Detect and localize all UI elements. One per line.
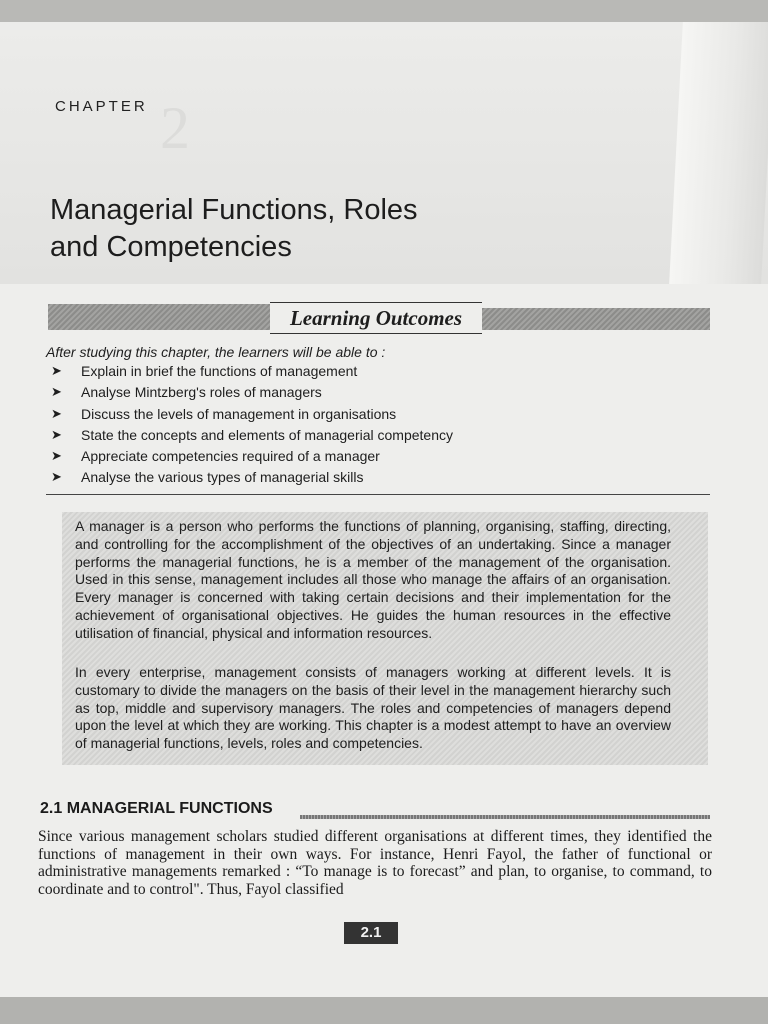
arrow-bullet-icon: ➤ (51, 363, 62, 378)
learning-outcomes-intro: After studying this chapter, the learners will be able to : (46, 344, 386, 360)
section-heading: 2.1 MANAGERIAL FUNCTIONS (40, 800, 273, 817)
chapter-title (50, 192, 610, 266)
page-fold-shadow (669, 22, 768, 284)
arrow-bullet-icon: ➤ (51, 405, 62, 421)
section-body: Since various management scholars studied different organisations at different times, they identified the functions of management in their own ways. For instance, Henri Fayol, the father of functional or administrative managements remarked : “To manage is to forecast” and plan, to organise, to command, to coordinate and to control". Thus, Fayol classified (38, 828, 712, 898)
list-item: ➤ Analyse the various types of managerial skills (51, 469, 364, 486)
list-item: ➤ Discuss the levels of management in organisations (51, 405, 397, 422)
banner-hatch-left (48, 304, 270, 330)
list-item: ➤ State the concepts and elements of managerial competency (51, 426, 453, 443)
arrow-bullet-icon: ➤ (51, 426, 62, 442)
divider-rule (46, 494, 710, 495)
chapter-title-line1: Managerial Functions, Roles (50, 194, 418, 226)
chapter-title-line2: and Competencies (50, 231, 292, 263)
list-item: ➤ Appreciate competencies required of a manager (51, 448, 380, 465)
arrow-bullet-icon: ➤ (51, 384, 62, 400)
book-page (0, 22, 768, 997)
arrow-bullet-icon: ➤ (51, 448, 62, 464)
list-item: ➤ Explain in brief the functions of management (51, 363, 358, 379)
learning-outcomes-title: Learning Outcomes (270, 302, 482, 334)
intro-paragraph-2: In every enterprise, management consists of managers working at different levels. It is customary to divide the managers on the basis of their level in the management hierarchy such as top, middle and supervisory managers. The roles and competencies of managers depend upon the level at which they are working. This chapter is a modest attempt to have an overview of managerial functions, levels, roles and competencies. (75, 664, 671, 752)
intro-paragraph-1: A manager is a person who performs the functions of planning, organising, staffing, directing, and controlling for the accomplishment of the objectives of an undertaking. Since a manager performs the managerial functions, he is a member of the management of the organisation. Used in this sense, management includes all those who manage the affairs of an organisation. Every manager is concerned with taking certain decisions and their implementation for the achievement of organisational objectives. He guides the human resources in the effective utilisation of financial, physical and information resources. (75, 518, 671, 641)
learning-outcomes-list (48, 363, 453, 491)
chapter-label: CHAPTER (55, 98, 148, 115)
bottom-background (0, 997, 768, 1024)
banner-hatch-right (482, 308, 710, 330)
chapter-number: 2 (160, 95, 190, 161)
learning-outcomes-banner (48, 302, 710, 332)
list-item: ➤ Analyse Mintzberg's roles of managers (51, 384, 322, 401)
arrow-bullet-icon: ➤ (51, 469, 62, 485)
page-number-badge: 2.1 (344, 922, 398, 944)
section-heading-rule (300, 815, 710, 819)
